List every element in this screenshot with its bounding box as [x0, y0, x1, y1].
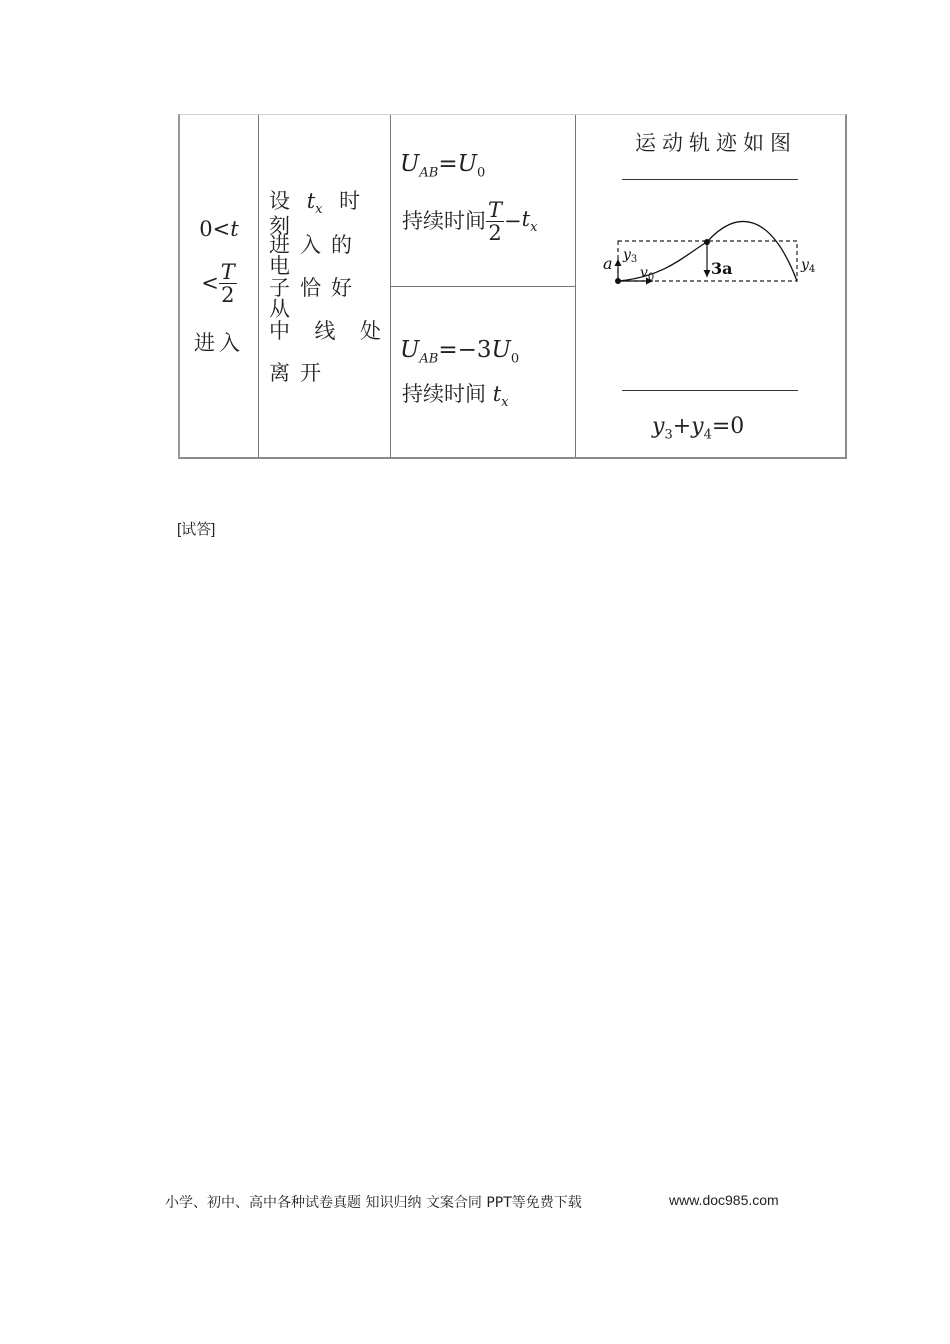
- entry-label: 进入: [194, 331, 244, 355]
- voltage-2: $U_{AB}=-3U_0$: [400, 337, 520, 367]
- duration-1: 持续时间 $\frac{T}{2}$ $-t_x$: [402, 198, 538, 246]
- trajectory-diagram: [575, 205, 847, 305]
- answer-label: [试答]: [177, 521, 216, 538]
- condition-line1: 设 $t_x$ 时刻: [269, 189, 371, 239]
- label-y4: $y_4$: [801, 257, 816, 275]
- entry-condition-line1: 0<t: [199, 217, 239, 241]
- label-a: a: [603, 254, 613, 273]
- plate-bottom-line: [622, 390, 798, 391]
- condition-line5: 离开: [269, 361, 331, 385]
- label-v0: $v_0$: [640, 265, 655, 283]
- condition-line2: 进入的电: [269, 233, 362, 278]
- duration-2: 持续时间 $t_x$: [402, 382, 509, 411]
- plate-top-line: [622, 179, 798, 180]
- col-divider-1: [258, 115, 259, 457]
- t-half-fraction: $\frac{T}{2}$: [220, 260, 235, 308]
- footer: [165, 1192, 779, 1212]
- duration-fraction: $\frac{T}{2}$: [488, 198, 503, 246]
- condition-line4: 中 线 处: [269, 319, 381, 343]
- label-3a: 3a: [711, 259, 733, 278]
- footer-text: 小学、初中、高中各种试卷真题 知识归纳 文案合同 PPT等免费下载: [165, 1195, 582, 1211]
- trajectory-title: 运动轨迹如图: [635, 131, 797, 155]
- label-y3: $y_3$: [623, 247, 638, 265]
- row-divider: [390, 286, 575, 287]
- voltage-1: $U_{AB}=U_0$: [400, 151, 486, 181]
- entry-condition-line2: < $\frac{T}{2}$: [201, 260, 235, 308]
- trajectory-formula: $y_3+y_4=0$: [652, 414, 745, 443]
- solution-table: [178, 114, 847, 459]
- footer-url[interactable]: www.doc985.com: [669, 1192, 779, 1208]
- condition-line3: 子恰好从: [269, 276, 362, 321]
